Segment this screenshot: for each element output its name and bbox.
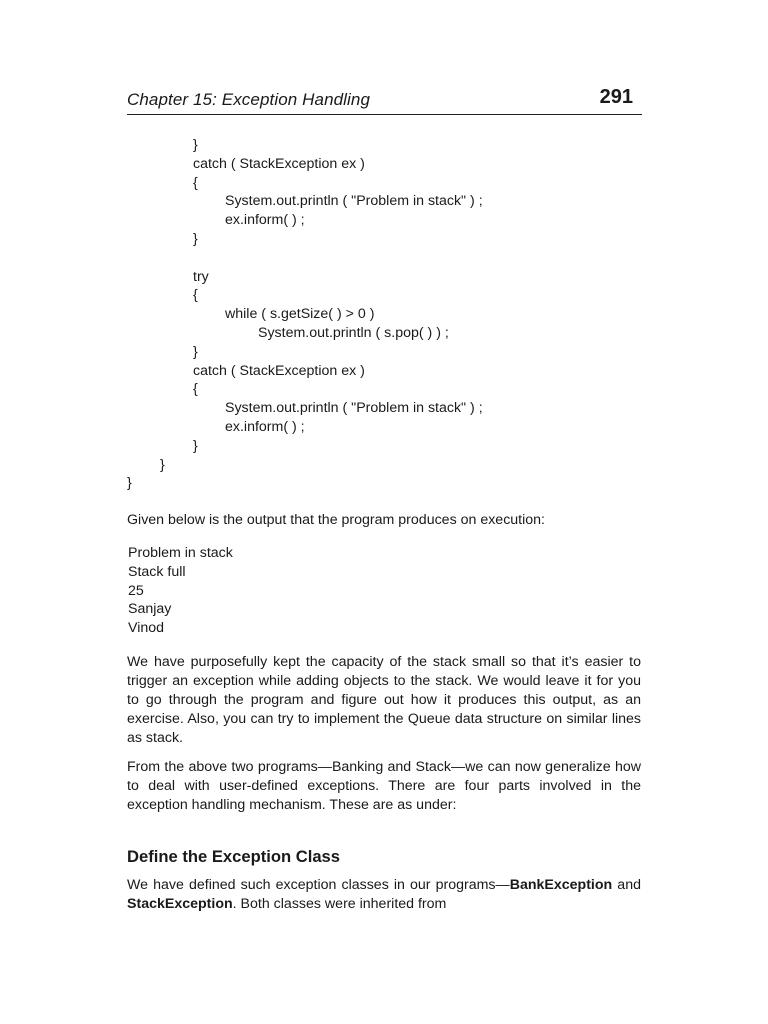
section-text-after: . Both classes were inherited from	[232, 896, 447, 912]
code-line: }	[160, 456, 165, 473]
section-heading: Define the Exception Class	[127, 847, 341, 866]
term-stack-exception: StackException	[127, 896, 233, 912]
code-line: }	[193, 343, 198, 360]
code-line: {	[193, 174, 198, 191]
code-line: try	[193, 268, 209, 285]
code-line: System.out.println ( s.pop( ) ) ;	[258, 324, 449, 341]
code-line: System.out.println ( "Problem in stack" ) ;	[225, 400, 483, 417]
code-line: catch ( StackException ex )	[193, 155, 365, 172]
page-header	[127, 86, 642, 115]
code-line: System.out.println ( "Problem in stack" ) ;	[225, 193, 483, 210]
page-number: 291	[599, 86, 633, 108]
term-bank-exception: BankException	[509, 877, 613, 893]
code-line: ex.inform( ) ;	[225, 212, 305, 229]
code-line: while ( s.getSize( ) > 0 )	[225, 306, 375, 323]
paragraph-capacity: We have purposefully kept the capacity of the stack small so that it’s easier to trigger an exception while adding objects to the stack. We would leave it for you to go through the program and figure out how it produces this output, as an exercise. Also, you can try to implement the Queue data structure on similar lines as stack.	[127, 654, 641, 746]
program-output	[128, 544, 233, 638]
code-line: {	[193, 381, 198, 398]
output-line: Vinod	[128, 620, 165, 637]
section-paragraph	[127, 876, 641, 914]
code-line: }	[127, 475, 132, 492]
section-text-before: We have defined such exception classes in our programs—	[127, 877, 510, 893]
code-listing	[127, 136, 642, 493]
code-line: }	[193, 137, 198, 153]
output-intro: Given below is the output that the program produces on execution:	[127, 512, 545, 528]
code-line: {	[193, 287, 198, 304]
code-line: }	[193, 437, 198, 454]
code-line: }	[193, 230, 198, 247]
section-text-between: and	[612, 877, 641, 893]
output-line: Stack full	[128, 563, 186, 580]
output-line: Sanjay	[128, 601, 172, 618]
code-line: catch ( StackException ex )	[193, 362, 365, 379]
output-line: 25	[128, 582, 144, 599]
code-line	[127, 249, 642, 268]
code-line: ex.inform( ) ;	[225, 418, 305, 435]
chapter-title: Chapter 15: Exception Handling	[127, 90, 371, 109]
paragraph-generalize: From the above two programs—Banking and Stack—we can now generalize how to deal with user-defined exceptions. There are four parts involved in the exception handling mechanism. These are as under:	[127, 759, 641, 813]
output-line: Problem in stack	[128, 545, 233, 561]
